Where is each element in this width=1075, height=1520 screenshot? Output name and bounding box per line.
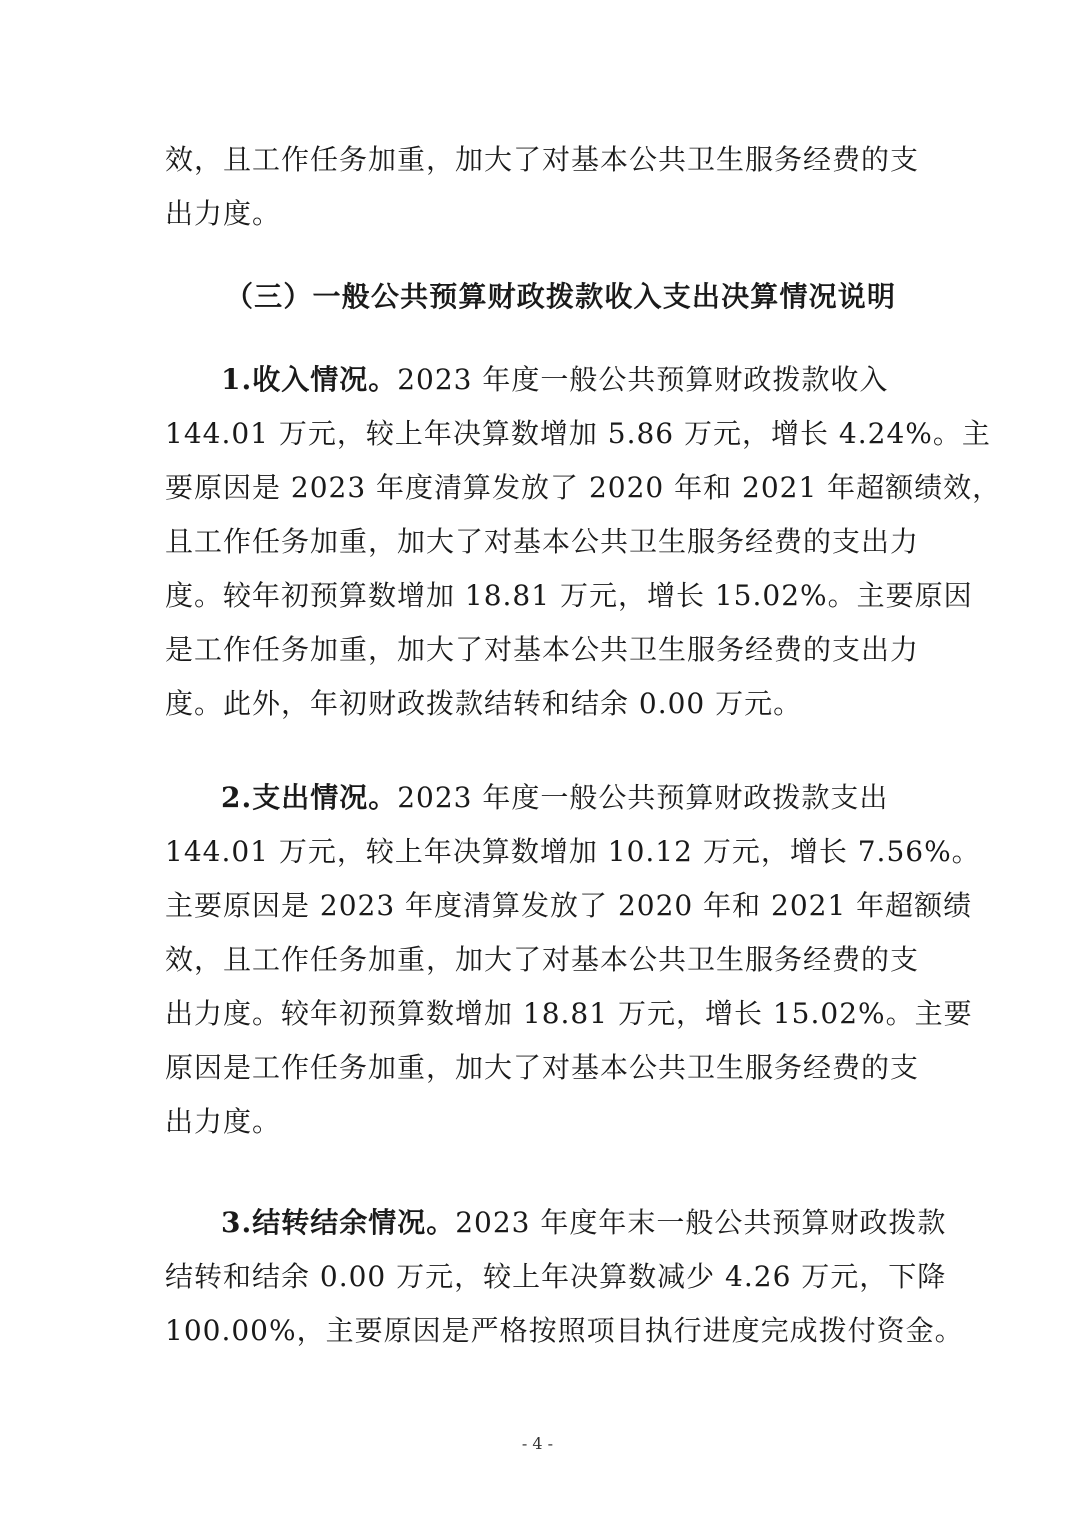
- paragraph-line: 原因是工作任务加重，加大了对基本公共卫生服务经费的支: [165, 1051, 920, 1084]
- paragraph-line: 度。较年初预算数增加 18.81 万元，增长 15.02%。主要原因: [165, 579, 973, 612]
- paragraph-line: 出力度。: [165, 1105, 282, 1138]
- paragraph-line: 且工作任务加重，加大了对基本公共卫生服务经费的支出力: [165, 525, 920, 558]
- carryover-first-line-text: 2023 年度年末一般公共预算财政拨款: [455, 1206, 947, 1239]
- paragraph-line: 度。此外，年初财政拨款结转和结余 0.00 万元。: [165, 687, 803, 720]
- paragraph-line: 要原因是 2023 年度清算发放了 2020 年和 2021 年超额绩效，: [165, 471, 1002, 504]
- page-number: - 4 -: [521, 1434, 554, 1453]
- expenditure-lead: 2.支出情况。: [221, 781, 398, 814]
- carryover-lead: 3.结转结余情况。: [221, 1206, 456, 1239]
- section-heading: （三）一般公共预算财政拨款收入支出决算情况说明: [225, 280, 895, 313]
- paragraph-line: 出力度。: [165, 197, 282, 230]
- paragraph-line: 结转和结余 0.00 万元，较上年决算数减少 4.26 万元，下降: [165, 1260, 947, 1293]
- paragraph-line: 100.00%，主要原因是严格按照项目执行进度完成拨付资金。: [165, 1314, 964, 1347]
- income-first-line: [221, 362, 915, 398]
- paragraph-line: 144.01 万元，较上年决算数增加 10.12 万元，增长 7.56%。: [165, 835, 981, 868]
- paragraph-line: 144.01 万元，较上年决算数增加 5.86 万元，增长 4.24%。主: [165, 417, 991, 450]
- paragraph-line: 效，且工作任务加重，加大了对基本公共卫生服务经费的支: [165, 143, 920, 176]
- carryover-first-line: [221, 1205, 947, 1241]
- income-first-line-text: 2023 年度一般公共预算财政拨款收入: [397, 363, 889, 396]
- paragraph-line: 效，且工作任务加重，加大了对基本公共卫生服务经费的支: [165, 943, 920, 976]
- paragraph-line: 是工作任务加重，加大了对基本公共卫生服务经费的支出力: [165, 633, 920, 666]
- paragraph-line: 主要原因是 2023 年度清算发放了 2020 年和 2021 年超额绩: [165, 889, 973, 922]
- expenditure-first-line-text: 2023 年度一般公共预算财政拨款支出: [397, 781, 889, 814]
- income-lead: 1.收入情况。: [221, 363, 398, 396]
- expenditure-first-line: [221, 780, 915, 816]
- paragraph-line: 出力度。较年初预算数增加 18.81 万元，增长 15.02%。主要: [165, 997, 973, 1030]
